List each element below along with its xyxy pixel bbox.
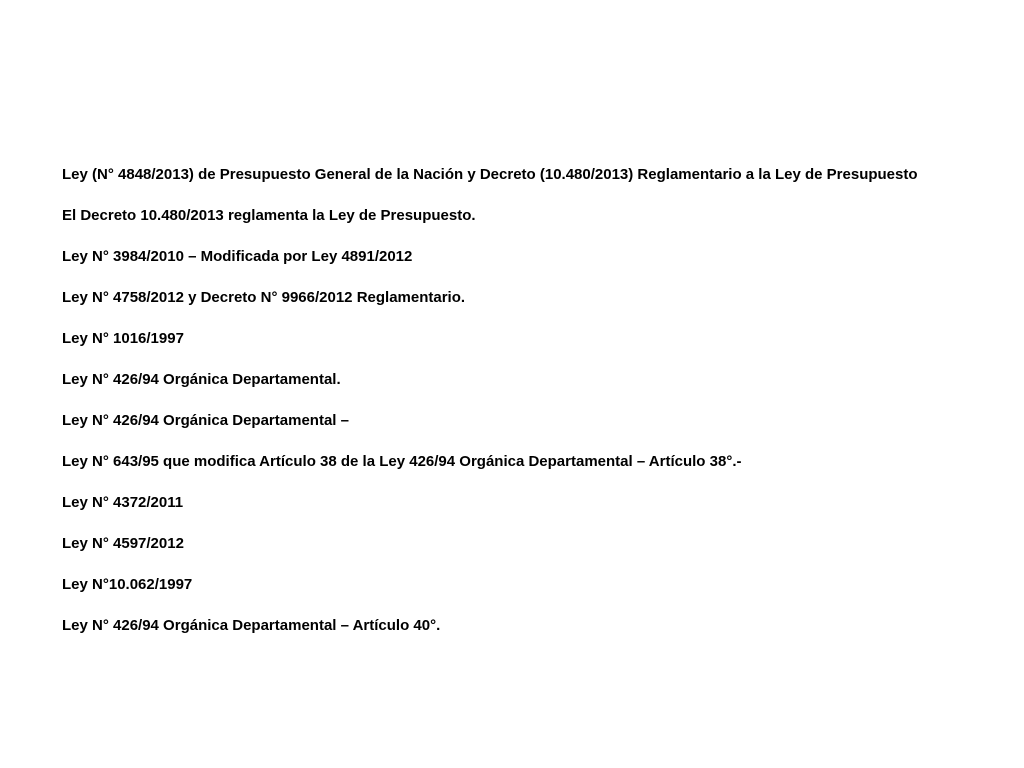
law-line: Ley (N° 4848/2013) de Presupuesto General de la Nación y Decreto (10.480/2013) Reglamentario a la Ley de Presupuesto bbox=[62, 166, 918, 183]
law-line: Ley N° 4758/2012 y Decreto N° 9966/2012 Reglamentario. bbox=[62, 289, 466, 306]
law-line: Ley N° 4372/2011 bbox=[62, 494, 184, 511]
law-line: Ley N° 426/94 Orgánica Departamental – bbox=[62, 412, 349, 429]
law-line: El Decreto 10.480/2013 reglamenta la Ley de Presupuesto. bbox=[62, 207, 476, 224]
law-line: Ley N° 4597/2012 bbox=[62, 535, 184, 552]
law-line: Ley N° 1016/1997 bbox=[62, 330, 184, 347]
law-line: Ley N° 3984/2010 – Modificada por Ley 4891/2012 bbox=[62, 248, 413, 265]
law-line: Ley N° 426/94 Orgánica Departamental. bbox=[62, 371, 341, 388]
law-list bbox=[62, 164, 918, 656]
law-line: Ley N° 426/94 Orgánica Departamental – Artículo 40°. bbox=[62, 617, 441, 634]
law-line: Ley N°10.062/1997 bbox=[62, 576, 193, 593]
law-line: Ley N° 643/95 que modifica Artículo 38 de la Ley 426/94 Orgánica Departamental – Artículo 38°.- bbox=[62, 453, 742, 470]
